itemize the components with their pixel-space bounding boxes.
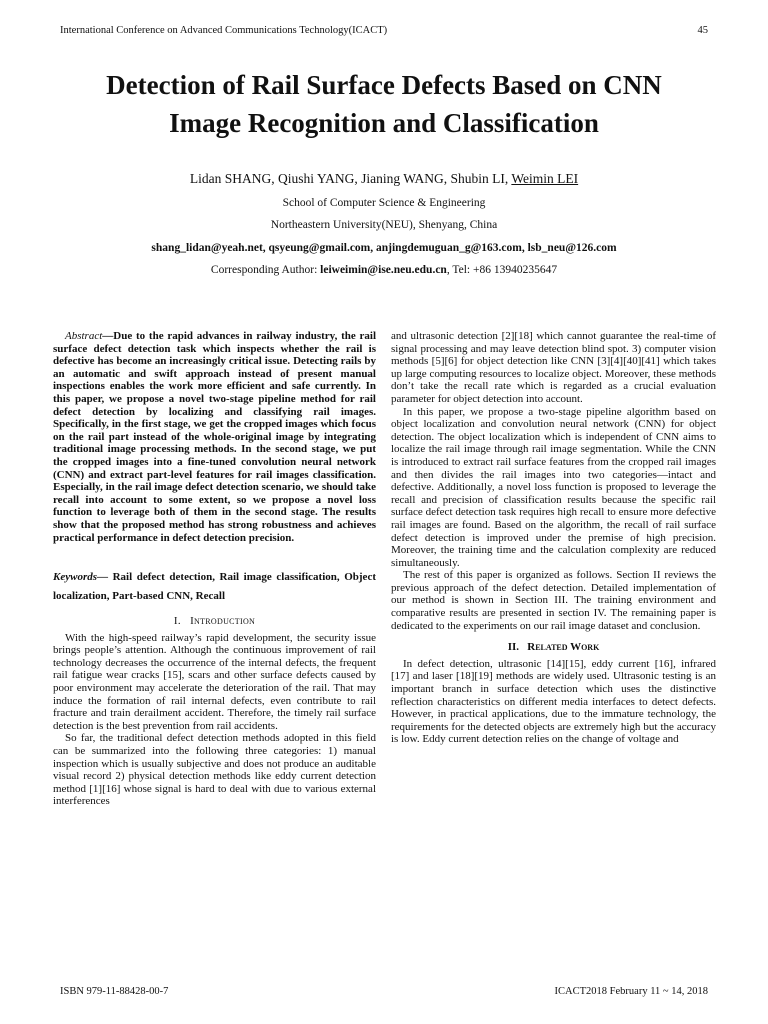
paper-title [40,66,728,142]
corresponding-tel: , Tel: +86 13940235647 [446,264,558,276]
abstract-text: —Due to the rapid advances in railway industry, the rail surface defect detection task which inspects whether the rail is defective has become an increasingly critical issue. Detecting rails by an automatic and swift approach instead of present manual inspections enables the work more efficient and safe currently. In this paper, we propose a novel two-stage pipeline method for rail defect detection by localizing and classifying rail images. Specifically, in the first stage, we get the cropped images which focus on the rail part instead of the whole-original image by integrating traditional image processing methods. In the second stage, we put the cropped images into a fine-tuned convolution neural network (CNN) and extract part-level features for rail images classification. Especially, in the rail image defect detection scenario, we should take recall into account to some extent, so we propose a novel loss function to leverage both of them in the second stage. The results show that the proposed method has strong robustness and achieves practical performance in defect detection precision. [53,330,376,544]
section-heading-related-work [391,641,716,654]
left-column [53,330,376,808]
keywords [53,568,376,606]
intro-paragraph-proposal: In this paper, we propose a two-stage pipeline algorithm based on object localization and convolution neural network (CNN) for object detection. The object localization which is independent of CNN aims to localize the rail image through rail image segmentation. While the CNN is introduced to extract rail surface features from the cropped rail images and then divides the rail images into two categories—intact and defective. Additionally, a novel loss function is proposed to leverage the recall and precision of classification results because the specific rail surface defect detection task requires high recall to ensure more defective rail images are found. Based on the algorithm, the recall of rail surface defect detection is improved under the premise of high precision. Moreover, the training time and the calculation complexity are reduced simultaneously. [391,405,716,569]
intro-paragraph-organization: The rest of this paper is organized as follows. Section II reviews the previous approach of the defect detection. Detailed implementation of our method is shown in Section III. The training environment and comparative results are presented in section IV. The remaining paper is dedicated to the experiments on our rail image dataset and conclusion. [391,569,716,632]
intro-paragraph-continued: and ultrasonic detection [2][18] which cannot guarantee the real-time of signal processing and may leave detection blind spot. 3) computer vision methods [5][6] for object detection like CNN [3][4][40][41] which takes up large computing resources to localize object. Moreover, these methods don’t take the recall rate which is regarded as a crucial evaluation parameter for object detection into account. [391,330,716,405]
section-number: II. [507,641,520,654]
corresponding-author-link[interactable]: Weimin LEI [511,171,579,186]
section-heading-introduction [53,615,376,628]
title-line-1: Detection of Rail Surface Defects Based on CNN [106,70,662,100]
conference-name: International Conference on Advanced Communications Technology(ICACT) [60,25,388,36]
abstract [53,330,376,544]
section-title: Related Work [527,641,600,654]
isbn: ISBN 979-11-88428-00-7 [60,986,169,997]
right-column [391,330,716,746]
keywords-label: Keywords [53,571,97,584]
section-number: I. [173,615,181,628]
conference-date: ICACT2018 February 11 ~ 14, 2018 [554,986,708,997]
corresponding-author-line [40,264,728,276]
affiliation-university: Northeastern University(NEU), Shenyang, China [270,219,498,231]
abstract-label: Abstract [65,330,103,342]
affiliation-school: School of Computer Science & Engineering [282,197,486,209]
corresponding-label: Corresponding Author: [210,264,318,276]
author-names: Lidan SHANG, Qiushi YANG, Jianing WANG, Shubin LI, [189,171,509,186]
page-footer [60,986,708,997]
title-line-2: Image Recognition and Classification [169,108,599,138]
intro-paragraph-2: So far, the traditional defect detection methods adopted in this field can be summarized into the following three categories: 1) manual inspection which is usually subjective and does not produce an auditable visual record 2) physical detection methods like eddy current detection method [1][16] whose signal is hard to deal with due to various external interferences [53,732,376,808]
section-title: Introduction [190,615,256,628]
keywords-text: — Rail defect detection, Rail image classification, Object localization, Part-based CNN, Recall [53,571,376,603]
author-emails: shang_lidan@yeah.net, qsyeung@gmail.com, anjingdemuguan_g@163.com, lsb_neu@126.com [151,242,617,254]
running-header [60,25,708,36]
page-number: 45 [697,25,708,36]
intro-paragraph-1: With the high-speed railway’s rapid development, the security issue brings people’s attention. Although the continuous improvement of rail technology decreases the occurrence of the internal defects, the frequent rail fatigue wear cracks [15], scars and other surface defects caused by poor environment may accelerate the deterioration of the rail. That may induce the formation of rail internal defects, even contribute to rail fracture and train derailment accident. Therefore, the timely rail surface detection is the best prevention from rail accidents. [53,631,376,732]
corresponding-email: leiweimin@ise.neu.edu.cn [320,264,447,276]
related-work-paragraph: In defect detection, ultrasonic [14][15], eddy current [16], infrared [17] and laser [18][19] methods are widely used. Ultrasonic testing is an important branch in surface detection which uses the distinctive reflection characteristics on different media interfaces to detect defects. However, in practical applications, due to the immature technology, the requirements for the detected objects are extremely high but the accuracy is low. Eddy current detection relies on the change of voltage and [391,657,716,746]
author-list [40,171,728,187]
